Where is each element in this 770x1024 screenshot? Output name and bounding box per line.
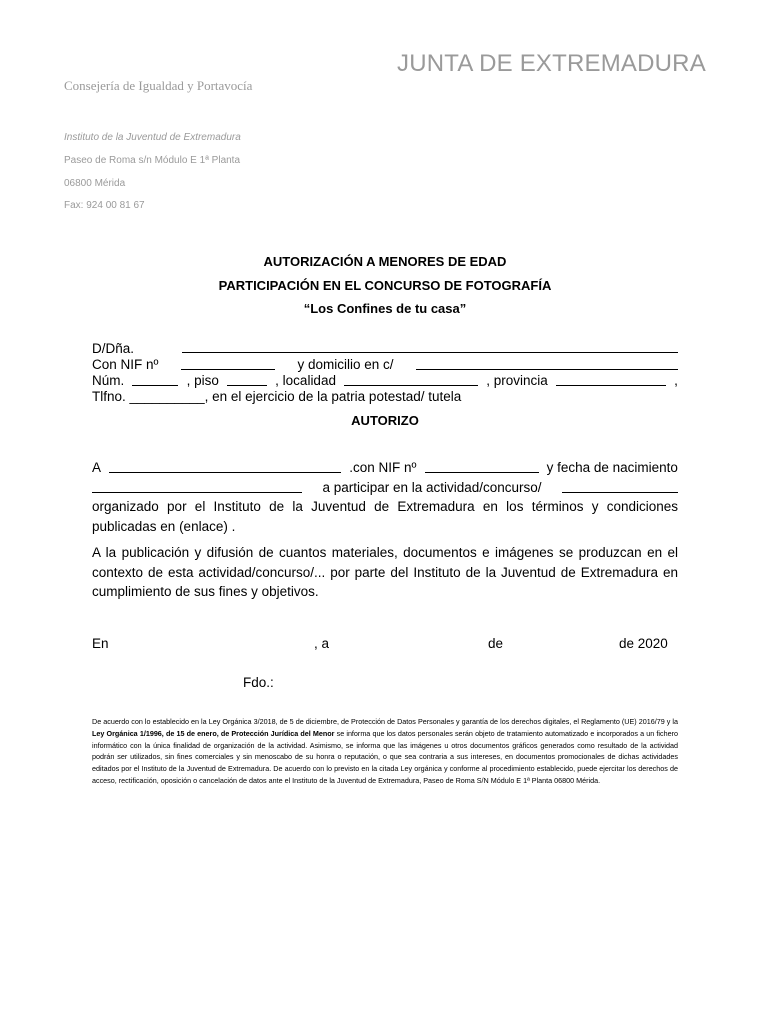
minor-nif-label: .con NIF nº [349, 460, 417, 475]
participate-label: a participar en la actividad/concurso/ [322, 480, 542, 495]
document-title: AUTORIZACIÓN A MENORES DE EDAD [263, 254, 507, 269]
month-label: de [488, 636, 504, 651]
signature-label: Fdo.: [243, 675, 274, 690]
guardian-address-label: y domicilio en c/ [297, 357, 394, 372]
place-label: En [92, 636, 109, 651]
floor-field[interactable] [227, 373, 267, 386]
guardian-name-row [92, 340, 678, 356]
institute-name: Instituto de la Juventud de Extremadura [64, 132, 241, 143]
publication-text: A la publicación y difusión de cuantos materiales, documentos e imágenes se produzcan en el contexto de esta actividad/concurso/... por parte del Instituto de la Juventud de Extremadura en cumplimiento de sus fines y objetivos. [92, 545, 678, 599]
minor-activity-row [92, 480, 678, 495]
contest-name: “Los Confines de tu casa” [303, 301, 467, 316]
street-address: Paseo de Roma s/n Módulo E 1ª Planta [64, 155, 241, 166]
minor-name-field[interactable] [109, 460, 341, 473]
guardian-phone-row: Tlfno. __________, en el ejercicio de la patria potestad/ tutela [92, 389, 462, 404]
guardian-nif-label: Con NIF nº [92, 357, 159, 372]
floor-label: , piso [186, 373, 219, 388]
locality-field[interactable] [344, 373, 478, 386]
day-label: , a [314, 636, 330, 651]
minor-birthdate-field[interactable] [92, 480, 302, 493]
document-subtitle: PARTICIPACIÓN EN EL CONCURSO DE FOTOGRAFÍA [218, 278, 552, 293]
province-label: , provincia [486, 373, 548, 388]
guardian-number-row [92, 373, 678, 388]
organized-text: organizado por el Instituto de la Juventud de Extremadura en los términos y condiciones publicadas en (enlace) . [92, 499, 678, 534]
department-name: Consejería de Igualdad y Portavocía [64, 78, 253, 93]
organization-name: JUNTA DE EXTREMADURA [397, 50, 706, 77]
minor-to-label: A [92, 460, 102, 475]
number-field[interactable] [132, 373, 178, 386]
legal-text-law: Ley Orgánica 1/1996, de 15 de enero, de Protección Jurídica del Menor [92, 728, 335, 738]
legal-text-part1: De acuerdo con lo establecido en la Ley Orgánica 3/2018, de 5 de diciembre, de Protección de Datos Personales y garantía de los derechos digitales, el Reglamento (UE) 2016/79 y la [92, 717, 678, 726]
guardian-name-field[interactable] [182, 340, 678, 353]
locality-label: , localidad [275, 373, 336, 388]
guardian-nif-row [92, 357, 678, 372]
minor-name-row [92, 460, 678, 475]
legal-notice [92, 716, 678, 787]
minor-nif-field[interactable] [425, 460, 539, 473]
minor-birth-label: y fecha de nacimiento [546, 460, 678, 475]
guardian-name-label: D/Dña. [92, 341, 135, 356]
year-label: de 2020 [619, 636, 668, 651]
number-label: Núm. [92, 373, 125, 388]
guardian-address-field[interactable] [416, 357, 678, 370]
activity-field[interactable] [562, 480, 678, 493]
province-field[interactable] [556, 373, 666, 386]
authorize-heading: AUTORIZO [351, 413, 419, 428]
guardian-nif-field[interactable] [181, 357, 275, 370]
fax-number: Fax: 924 00 81 67 [64, 200, 145, 211]
legal-text-part2: se informa que los datos personales serán objeto de tratamiento automatizado e incorporados a un fichero informático con la única finalidad de organización de la actividad. Asimismo, se informa que las imágenes u otros documentos gráficos generados como resultado de la actividad podrán ser utilizados, sin fines comerciales y sin menoscabo de su honra o reputación, o que sea contraria a sus intereses, en documentos promocionales de dichas actividades editados por el Instituto de la Juventud de Extremadura. De acuerdo con lo previsto en la citada Ley orgánica y conforme al procedimiento establecido, puede ejercitar los derechos de acceso, rectificación, oposición o cancelación de datos ante el Instituto de la Juventud de Extremadura, Paseo de Roma S/N Módulo E 1ª Planta 06800 Mérida. [92, 728, 678, 785]
city-address: 06800 Mérida [64, 178, 126, 189]
comma: , [674, 373, 678, 388]
